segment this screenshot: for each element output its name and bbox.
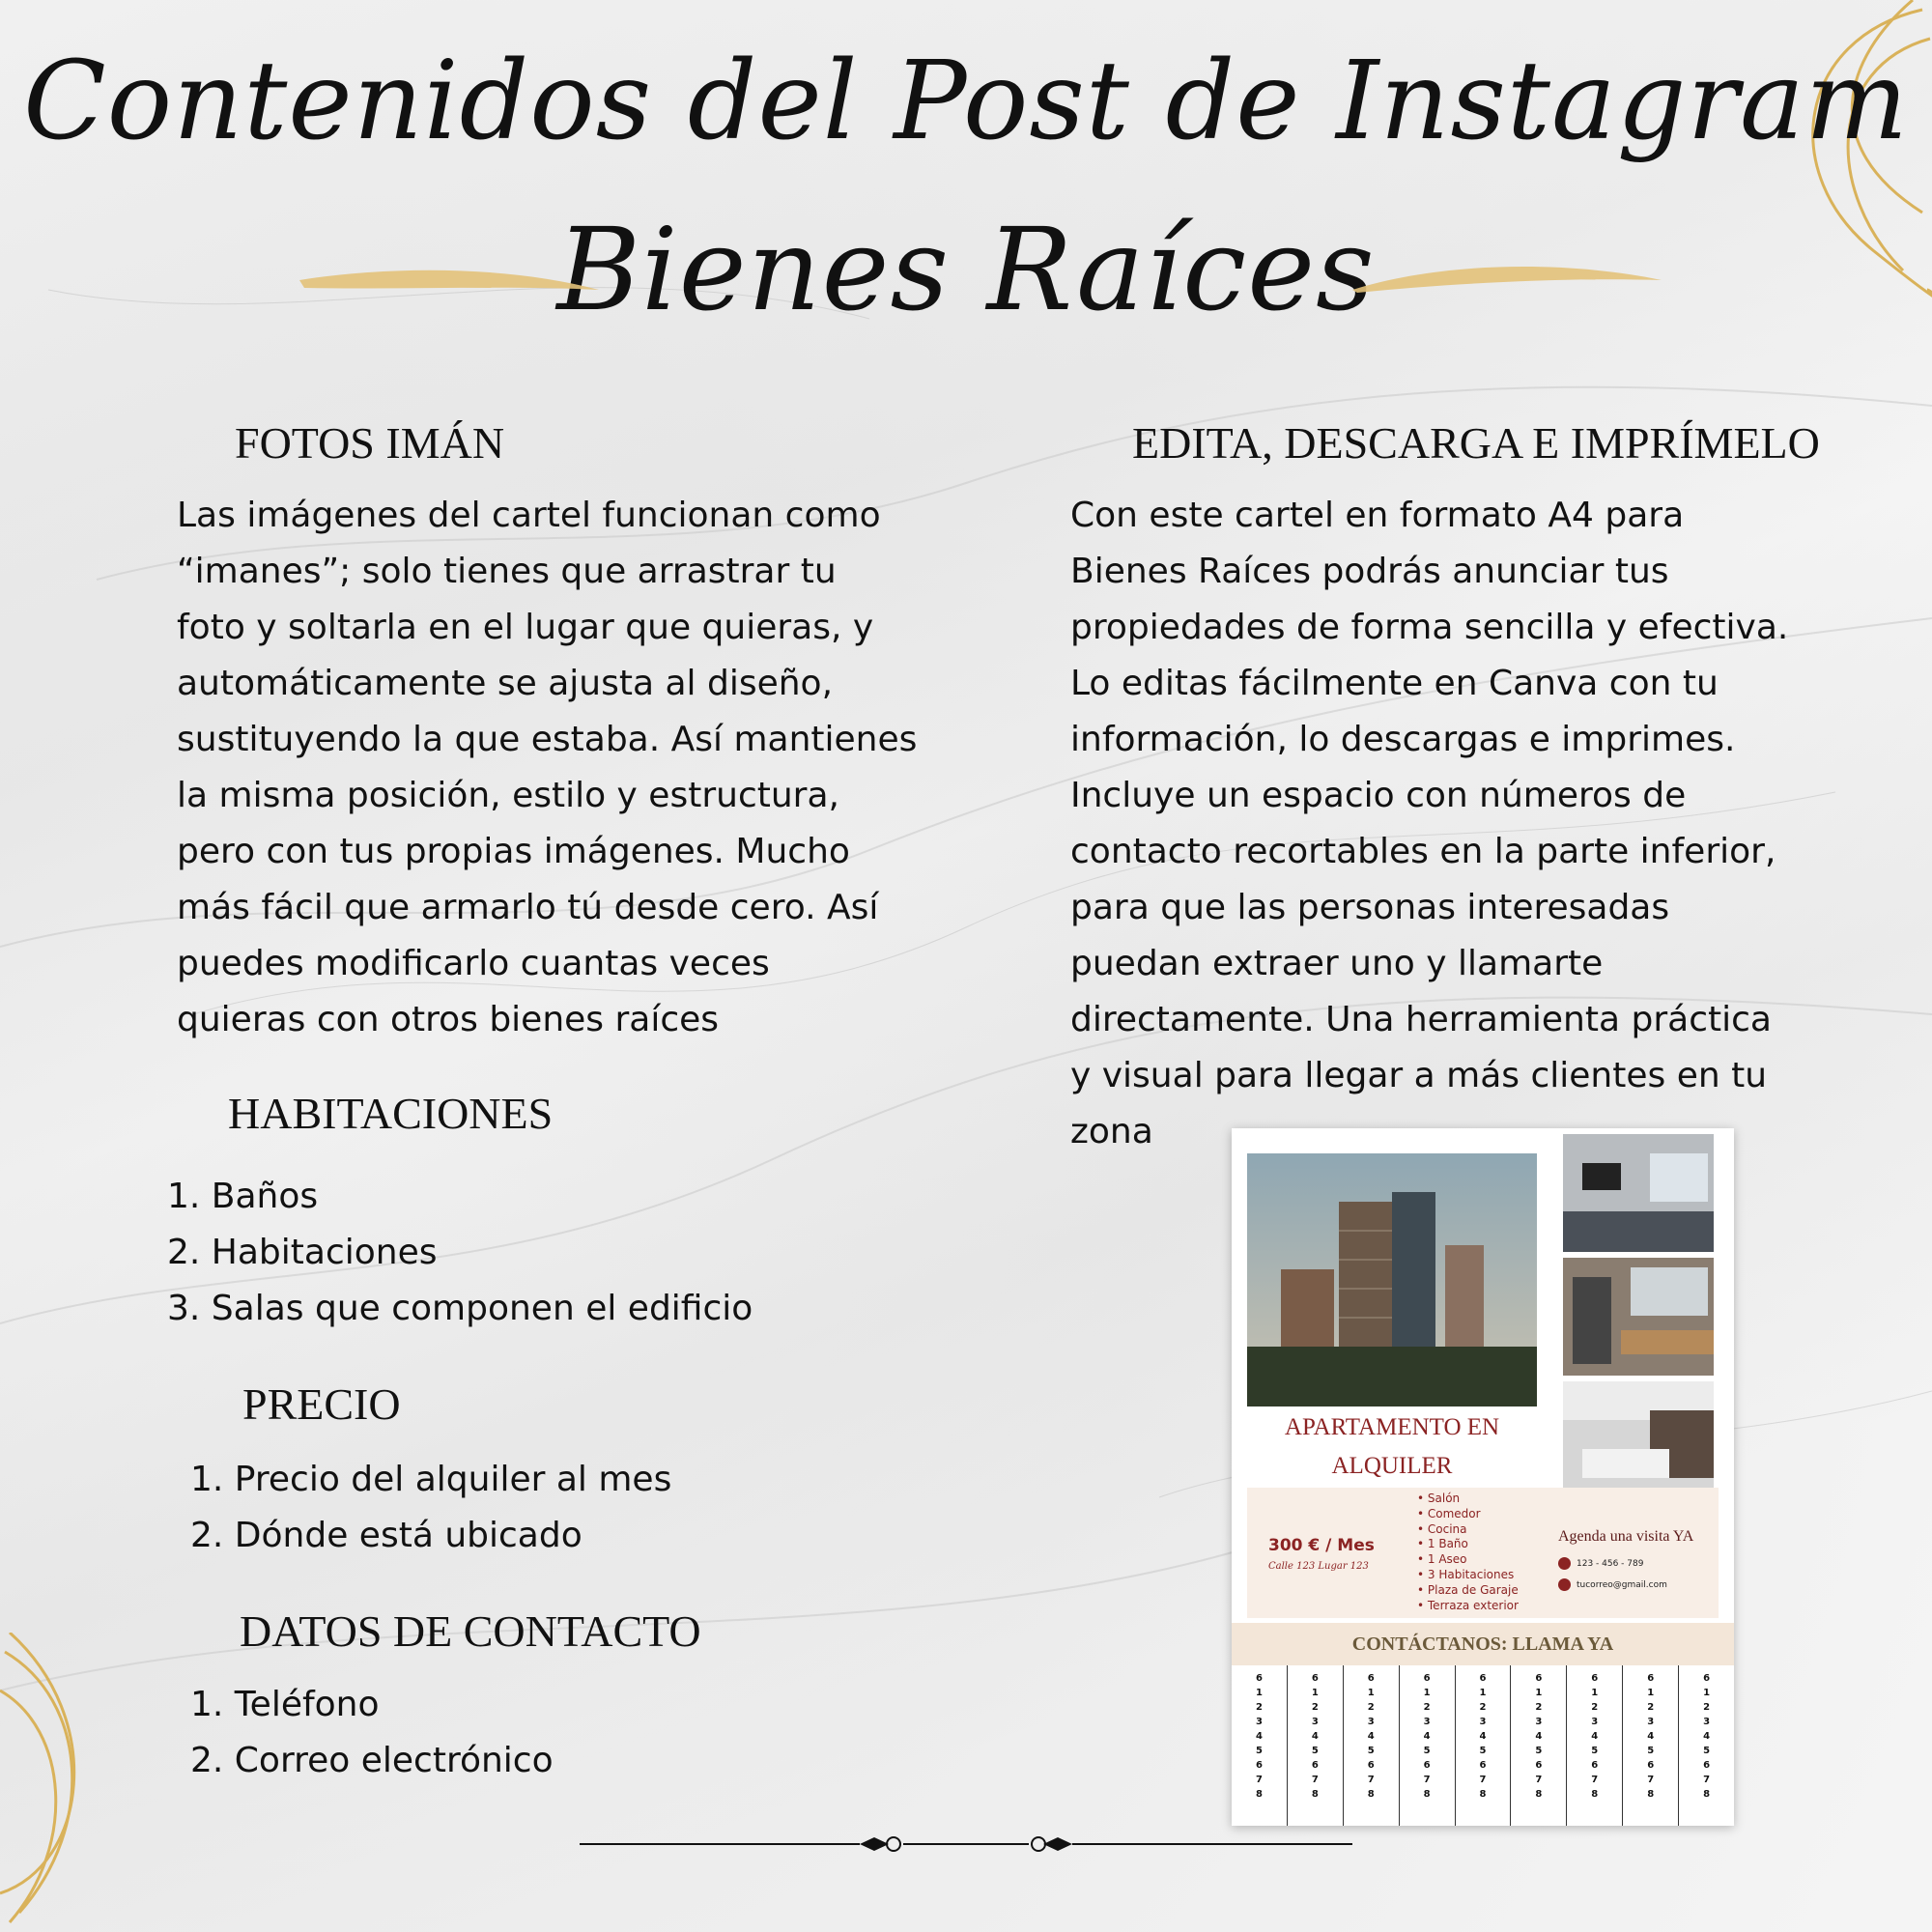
tab-digit: 7 [1535, 1775, 1543, 1785]
tab-digit: 8 [1479, 1789, 1487, 1800]
text-line: quieras con otros bienes raíces [177, 1000, 720, 1039]
tab-digit: 6 [1591, 1673, 1599, 1684]
text-line: Incluye un espacio con números de [1070, 776, 1687, 815]
text-line: Las imágenes del cartel funcionan como [177, 496, 881, 535]
text-line: sustituyendo la que estaba. Así mantienes [177, 720, 918, 759]
tab-digit: 6 [1703, 1673, 1711, 1684]
tab-digit: 6 [1423, 1673, 1431, 1684]
tab-digit: 2 [1591, 1702, 1599, 1713]
text-line: Lo editas fácilmente en Canva con tu [1070, 664, 1719, 703]
tab-digit: 4 [1367, 1731, 1375, 1742]
tab-digit: 3 [1535, 1717, 1543, 1727]
tear-off-tab [1566, 1665, 1622, 1826]
tab-digit: 8 [1255, 1789, 1263, 1800]
poster-title-line: ALQUILER [1331, 1453, 1453, 1479]
precio-list [190, 1452, 671, 1564]
tab-digit: 3 [1367, 1717, 1375, 1727]
tab-digit: 4 [1423, 1731, 1431, 1742]
tab-digit: 7 [1255, 1775, 1263, 1785]
precio-heading: PRECIO [242, 1379, 401, 1429]
tab-digit: 6 [1535, 1673, 1543, 1684]
gold-flourish-left [295, 261, 604, 309]
tab-digit: 5 [1255, 1746, 1263, 1756]
tab-digit: 3 [1647, 1717, 1655, 1727]
feature-item: • 3 Habitaciones [1417, 1567, 1515, 1581]
tear-off-tab [1232, 1665, 1287, 1826]
poster-address: Calle 123 Lugar 123 [1268, 1561, 1369, 1572]
poster-email-text: tucorreo@gmail.com [1577, 1580, 1667, 1590]
tab-digit: 7 [1311, 1775, 1319, 1785]
kitchen-photo [1563, 1381, 1714, 1499]
feature-item: • Cocina [1417, 1521, 1467, 1536]
text-line: Bienes Raíces podrás anunciar tus [1070, 552, 1669, 591]
text-line: propiedades de forma sencilla y efectiva. [1070, 608, 1789, 647]
tab-digit: 2 [1703, 1702, 1711, 1713]
text-line: foto y soltarla en el lugar que quieras, y [177, 608, 874, 647]
text-line: Con este cartel en formato A4 para [1070, 496, 1685, 535]
tab-digit: 5 [1367, 1746, 1375, 1756]
tab-digit: 1 [1591, 1688, 1599, 1698]
text-line: contacto recortables en la parte inferior, [1070, 832, 1776, 871]
title-line-1: Contenidos del Post de Instagram [23, 39, 1909, 164]
edita-paragraph [1070, 488, 1920, 1160]
text-line: puedan extraer uno y llamarte [1070, 944, 1604, 983]
tab-digit: 2 [1423, 1702, 1431, 1713]
gold-swirl-bottom-left [0, 1633, 106, 1932]
phone-icon [1558, 1557, 1571, 1570]
datos-contacto-heading: DATOS DE CONTACTO [240, 1606, 701, 1656]
poster-call-bar: CONTÁCTANOS: LLAMA YA [1232, 1623, 1734, 1665]
tab-digit: 5 [1535, 1746, 1543, 1756]
tab-digit: 6 [1255, 1673, 1263, 1684]
tab-digit: 1 [1703, 1688, 1711, 1698]
tab-digit: 4 [1647, 1731, 1655, 1742]
list-item: 1. Baños [167, 1177, 319, 1216]
tab-digit: 1 [1535, 1688, 1543, 1698]
tab-digit: 4 [1311, 1731, 1319, 1742]
text-line: información, lo descargas e imprimes. [1070, 720, 1736, 759]
habitaciones-heading: HABITACIONES [228, 1089, 554, 1138]
tab-digit: 7 [1479, 1775, 1487, 1785]
bathroom-photo [1563, 1258, 1714, 1376]
feature-item: • Terraza exterior [1417, 1598, 1519, 1612]
tab-digit: 3 [1591, 1717, 1599, 1727]
poster-price: 300 € / Mes [1268, 1536, 1375, 1555]
text-line: más fácil que armarlo tú desde cero. Así [177, 888, 879, 927]
tab-digit: 8 [1703, 1789, 1711, 1800]
text-line: la misma posición, estilo y estructura, [177, 776, 839, 815]
tab-digit: 4 [1255, 1731, 1263, 1742]
tab-digit: 8 [1647, 1789, 1655, 1800]
tab-digit: 6 [1311, 1760, 1319, 1771]
poster-info-box [1247, 1488, 1719, 1618]
text-line: automáticamente se ajusta al diseño, [177, 664, 834, 703]
tab-digit: 5 [1703, 1746, 1711, 1756]
list-item: 2. Habitaciones [167, 1233, 438, 1272]
tab-digit: 6 [1479, 1760, 1487, 1771]
text-line: para que las personas interesadas [1070, 888, 1670, 927]
habitaciones-list [167, 1169, 753, 1337]
feature-item: • Comedor [1417, 1506, 1481, 1520]
text-line: directamente. Una herramienta práctica [1070, 1000, 1772, 1039]
poster-phone [1558, 1557, 1643, 1570]
text-line: puedes modificarlo cuantas veces [177, 944, 770, 983]
tab-digit: 8 [1423, 1789, 1431, 1800]
list-item: 2. Correo electrónico [190, 1741, 554, 1780]
list-item: 1. Precio del alquiler al mes [190, 1460, 672, 1499]
tab-digit: 2 [1647, 1702, 1655, 1713]
contacto-list [190, 1677, 554, 1789]
tab-digit: 8 [1367, 1789, 1375, 1800]
tab-digit: 5 [1479, 1746, 1487, 1756]
list-item: 1. Teléfono [190, 1685, 380, 1724]
tab-digit: 3 [1703, 1717, 1711, 1727]
tab-digit: 1 [1311, 1688, 1319, 1698]
tab-digit: 2 [1255, 1702, 1263, 1713]
tab-digit: 2 [1535, 1702, 1543, 1713]
poster-title-line: APARTAMENTO EN [1284, 1414, 1500, 1440]
tab-digit: 5 [1647, 1746, 1655, 1756]
tear-off-tabs [1232, 1665, 1734, 1826]
tear-off-tab [1287, 1665, 1343, 1826]
tab-digit: 6 [1703, 1760, 1711, 1771]
tab-digit: 2 [1367, 1702, 1375, 1713]
tab-digit: 5 [1423, 1746, 1431, 1756]
tab-digit: 6 [1591, 1760, 1599, 1771]
tab-digit: 3 [1311, 1717, 1319, 1727]
list-item: 3. Salas que componen el edificio [167, 1289, 753, 1328]
poster-visit-cta: Agenda una visita YA [1558, 1528, 1694, 1545]
text-line: “imanes”; solo tienes que arrastrar tu [177, 552, 837, 591]
tab-digit: 6 [1535, 1760, 1543, 1771]
tab-digit: 6 [1255, 1760, 1263, 1771]
feature-item: • 1 Aseo [1417, 1552, 1467, 1567]
tab-digit: 6 [1367, 1673, 1375, 1684]
tab-digit: 4 [1479, 1731, 1487, 1742]
list-item: 2. Dónde está ubicado [190, 1516, 582, 1555]
feature-item: • Plaza de Garaje [1417, 1582, 1519, 1597]
tab-digit: 5 [1311, 1746, 1319, 1756]
tab-digit: 6 [1647, 1760, 1655, 1771]
text-line: y visual para llegar a más clientes en tu [1070, 1056, 1768, 1095]
living-room-photo [1563, 1134, 1714, 1252]
tear-off-tab [1399, 1665, 1455, 1826]
tab-digit: 6 [1367, 1760, 1375, 1771]
tab-digit: 6 [1479, 1673, 1487, 1684]
poster-phone-text: 123 - 456 - 789 [1577, 1559, 1644, 1569]
feature-item: • Salón [1417, 1492, 1461, 1505]
email-icon [1558, 1578, 1571, 1591]
tab-digit: 1 [1479, 1688, 1487, 1698]
tab-digit: 1 [1647, 1688, 1655, 1698]
tab-digit: 6 [1647, 1673, 1655, 1684]
tab-digit: 3 [1255, 1717, 1263, 1727]
tear-off-tab [1343, 1665, 1399, 1826]
tab-digit: 4 [1591, 1731, 1599, 1742]
text-line: pero con tus propias imágenes. Mucho [177, 832, 850, 871]
tear-off-tab [1622, 1665, 1678, 1826]
tab-digit: 2 [1311, 1702, 1319, 1713]
tab-digit: 2 [1479, 1702, 1487, 1713]
poster-features [1417, 1492, 1519, 1613]
tab-digit: 7 [1591, 1775, 1599, 1785]
fotos-iman-heading: FOTOS IMÁN [235, 418, 505, 468]
tear-off-tab [1455, 1665, 1511, 1826]
poster-email [1558, 1578, 1667, 1591]
tab-digit: 5 [1591, 1746, 1599, 1756]
tab-digit: 7 [1423, 1775, 1431, 1785]
tab-digit: 4 [1703, 1731, 1711, 1742]
tear-off-tab [1510, 1665, 1566, 1826]
tab-digit: 7 [1367, 1775, 1375, 1785]
tab-digit: 3 [1479, 1717, 1487, 1727]
poster-preview [1232, 1128, 1734, 1826]
poster-title [1247, 1408, 1537, 1486]
title-line-2: Bienes Raíces [556, 203, 1376, 336]
tab-digit: 7 [1703, 1775, 1711, 1785]
tab-digit: 8 [1591, 1789, 1599, 1800]
building-photo [1247, 1153, 1537, 1406]
text-line: zona [1070, 1112, 1153, 1151]
tab-digit: 6 [1311, 1673, 1319, 1684]
fotos-iman-paragraph [177, 488, 1008, 1048]
tab-digit: 7 [1647, 1775, 1655, 1785]
tab-digit: 8 [1535, 1789, 1543, 1800]
tab-digit: 1 [1423, 1688, 1431, 1698]
tab-digit: 4 [1535, 1731, 1543, 1742]
tab-digit: 1 [1367, 1688, 1375, 1698]
feature-item: • 1 Baño [1417, 1537, 1468, 1551]
tab-digit: 8 [1311, 1789, 1319, 1800]
tear-off-tab [1678, 1665, 1734, 1826]
bottom-divider-ornament [580, 1830, 1352, 1859]
gold-flourish-right [1348, 256, 1666, 304]
tab-digit: 3 [1423, 1717, 1431, 1727]
tab-digit: 6 [1423, 1760, 1431, 1771]
tab-digit: 1 [1255, 1688, 1263, 1698]
edita-descarga-heading: EDITA, DESCARGA E IMPRÍMELO [1132, 418, 1820, 468]
